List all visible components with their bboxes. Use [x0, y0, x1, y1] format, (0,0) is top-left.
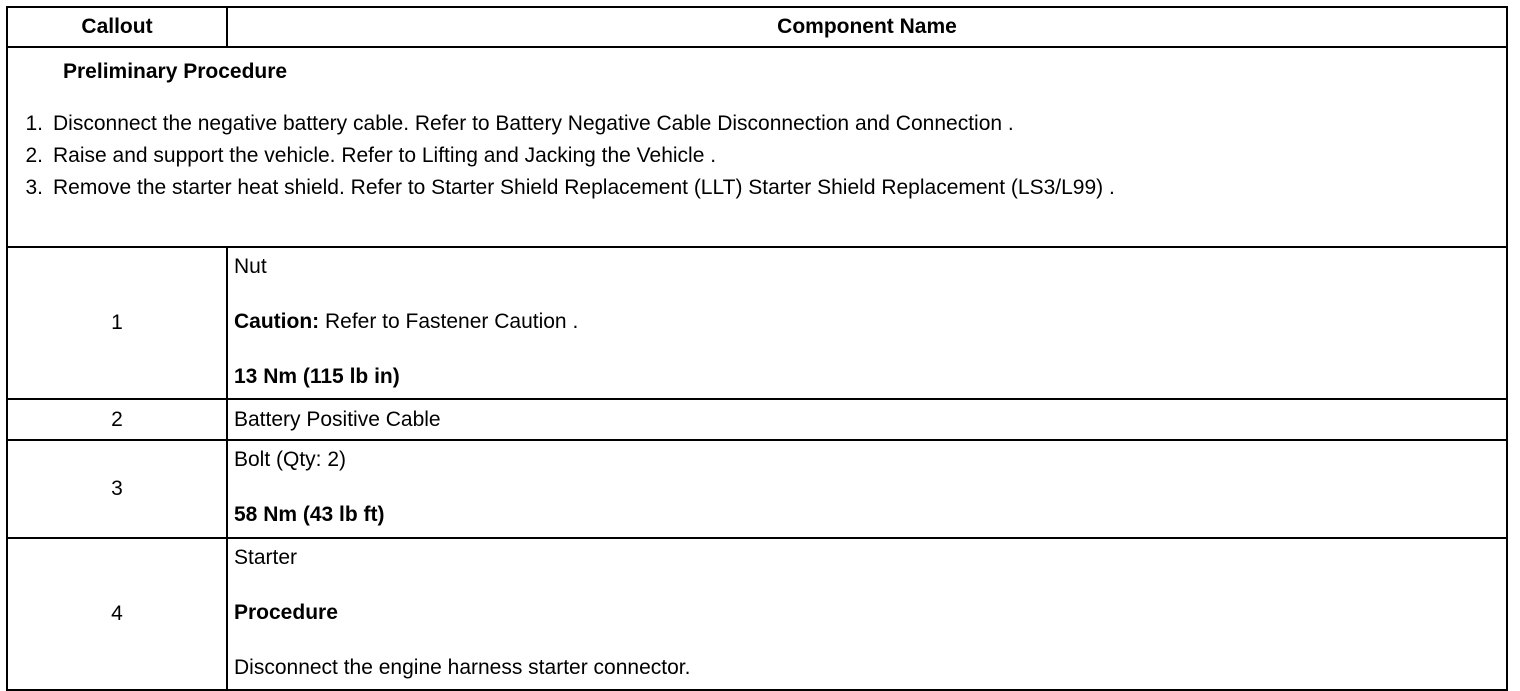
callout-header: Callout	[7, 7, 227, 47]
step-number: 3.	[25, 176, 43, 199]
preliminary-procedure-row	[7, 47, 1507, 247]
caution-text: Refer to Fastener Caution .	[319, 310, 579, 333]
step-number: 2.	[25, 144, 43, 167]
component-table-container	[6, 6, 1506, 691]
callout-cell: 2	[7, 399, 227, 440]
component-name: Nut	[234, 255, 267, 278]
callout-cell: 3	[7, 440, 227, 538]
table-row	[7, 538, 1507, 690]
step-text: Remove the starter heat shield. Refer to Starter Shield Replacement (LLT) Starter Shield Replacement (LS3/L99) .	[53, 176, 1115, 199]
component-cell	[227, 440, 1507, 538]
table-row	[7, 247, 1507, 399]
preliminary-steps-list	[8, 108, 1506, 204]
component-cell	[227, 247, 1507, 399]
component-name: Starter	[234, 546, 298, 569]
torque-spec: 13 Nm (115 lb in)	[234, 365, 400, 388]
preliminary-procedure-title: Preliminary Procedure	[63, 60, 288, 83]
callout-cell: 1	[7, 247, 227, 399]
component-name: Bolt (Qty: 2)	[234, 448, 347, 471]
step-text: Disconnect the negative battery cable. Refer to Battery Negative Cable Disconnection and Connection .	[53, 112, 1014, 135]
preliminary-procedure-cell	[7, 47, 1507, 247]
preliminary-step	[8, 140, 1506, 172]
component-name-header: Component Name	[227, 7, 1507, 47]
table-header-row	[7, 7, 1507, 47]
component-name: Battery Positive Cable	[234, 407, 441, 431]
procedure-text: Disconnect the engine harness starter connector.	[234, 656, 691, 679]
callout-cell: 4	[7, 538, 227, 690]
preliminary-step	[8, 108, 1506, 140]
procedure-label: Procedure	[234, 601, 338, 624]
torque-spec: 58 Nm (43 lb ft)	[234, 503, 385, 526]
step-number: 1.	[25, 112, 43, 135]
table-row	[7, 440, 1507, 538]
caution-label: Caution:	[234, 310, 320, 333]
component-cell	[227, 399, 1507, 440]
component-table	[6, 6, 1508, 691]
table-row	[7, 399, 1507, 440]
component-cell	[227, 538, 1507, 690]
caution-note	[234, 307, 1500, 337]
step-text: Raise and support the vehicle. Refer to Lifting and Jacking the Vehicle .	[53, 144, 717, 167]
preliminary-step	[8, 172, 1506, 204]
